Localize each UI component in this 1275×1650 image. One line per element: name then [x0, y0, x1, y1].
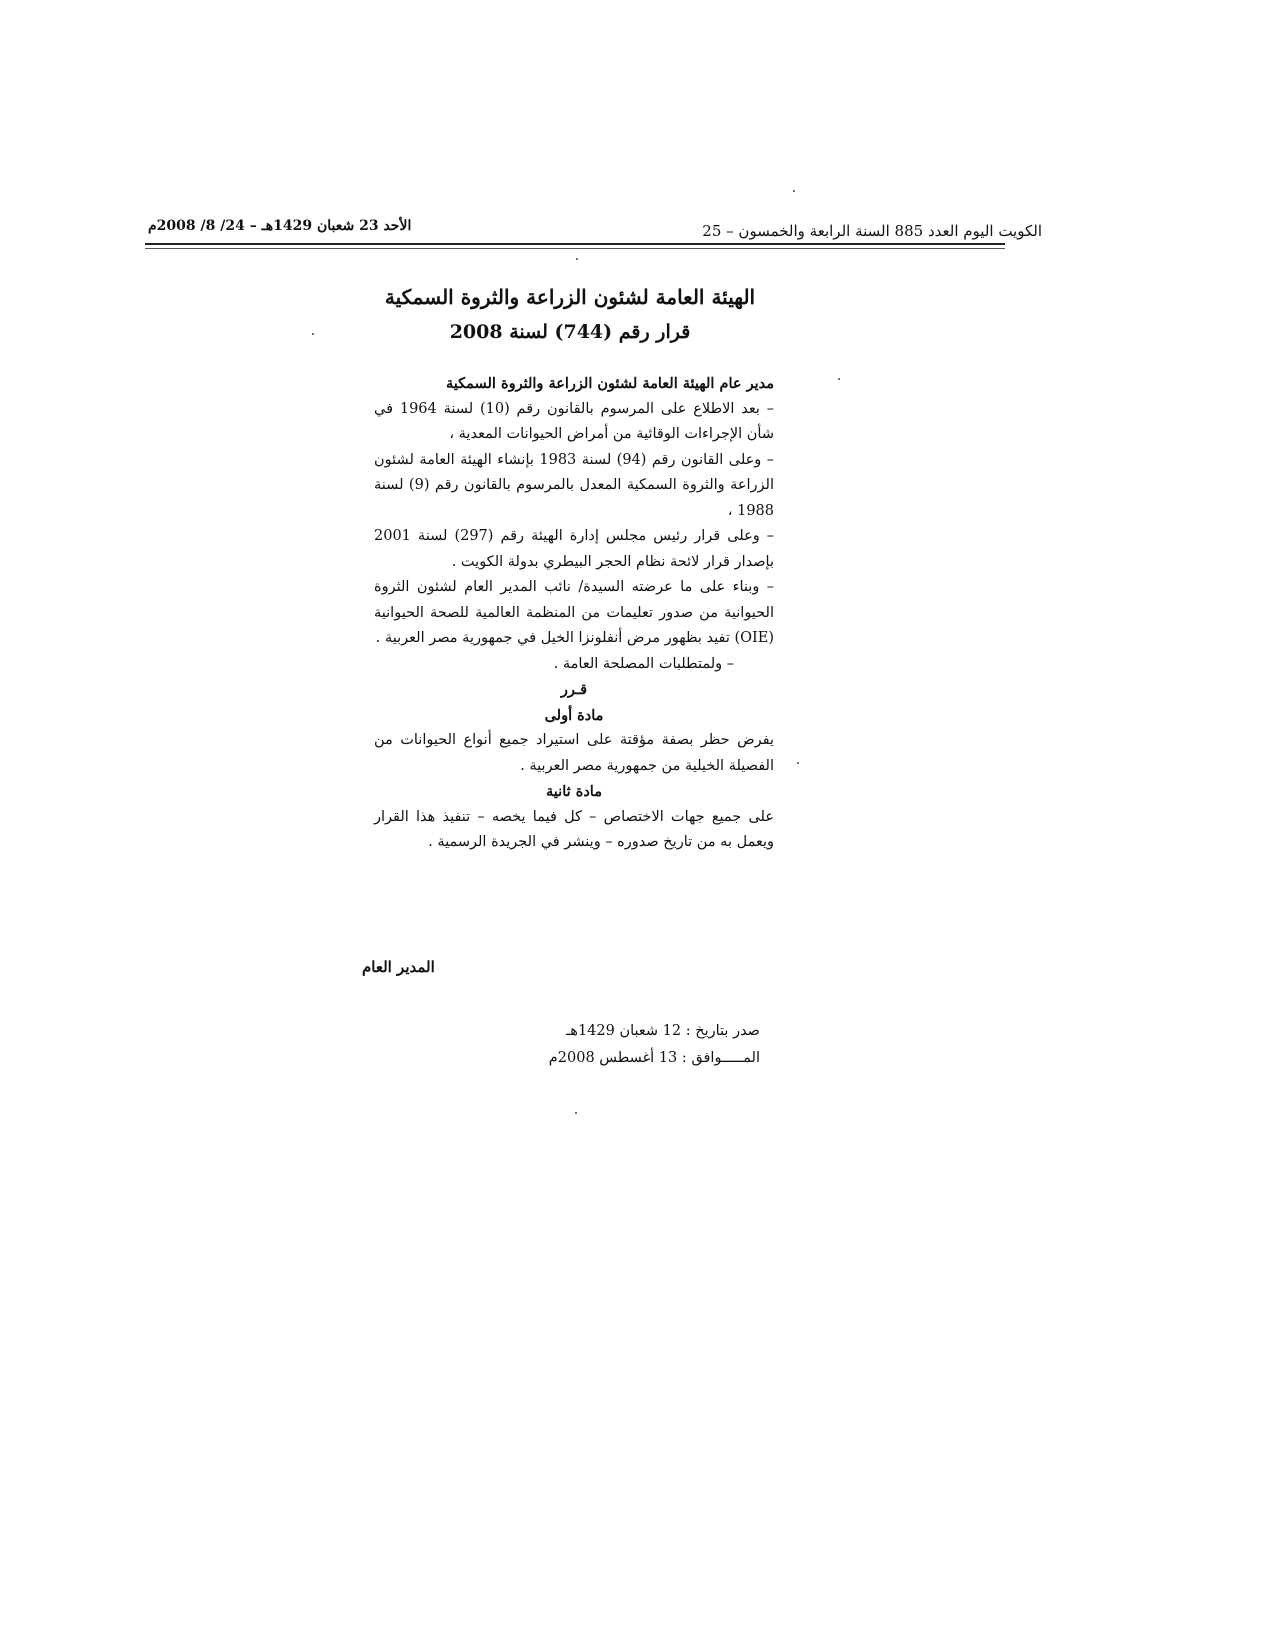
corresponding-date: المـــــوافق : 13 أغسطس 2008م: [548, 1050, 760, 1066]
preamble-paragraph-2: – وعلى القانون رقم (94) لسنة 1983 بإنشاء الهيئة العامة لشئون الزراعة والثروة السمكية المعدل بالمرسوم بالقانون رقم (9) لسنة 1988 ،: [374, 451, 774, 519]
header-date: الأحد 23 شعبان 1429هـ – 24/ 8/ 2008م: [148, 218, 412, 234]
preamble-paragraph-3: – وعلى قرار رئيس مجلس إدارة الهيئة رقم (297) لسنة 2001 بإصدار قرار لائحة نظام الحجر البيطري بدولة الكويت .: [374, 528, 774, 570]
dates-block: [530, 1018, 760, 1072]
scan-speck: [793, 190, 795, 192]
authority-title: الهيئة العامة لشئون الزراعة والثروة السمكية: [384, 285, 756, 309]
header-issue-info: الكويت اليوم العدد 885 السنة الرابعة والخمسون – 25: [702, 222, 1042, 240]
signature-title: المدير العام: [362, 958, 435, 976]
scan-speck: [576, 258, 578, 260]
preamble-paragraph-5: – ولمتطلبات المصلحة العامة .: [553, 655, 734, 672]
header-divider-thin: [145, 248, 1005, 249]
issuer-line: مدير عام الهيئة العامة لشئون الزراعة والثروة السمكية: [446, 375, 774, 392]
resolves-heading: قـرر: [560, 681, 588, 698]
decree-body: [374, 371, 774, 856]
article-2-heading: مادة ثانية: [546, 783, 602, 800]
scan-speck: [312, 333, 314, 335]
title-block: [360, 285, 780, 343]
scan-speck: [838, 378, 840, 380]
scan-speck: [797, 762, 799, 764]
decree-title: قرار رقم (744) لسنة 2008: [449, 321, 691, 343]
header-divider: [145, 243, 1005, 245]
scan-speck: [575, 1112, 577, 1114]
preamble-paragraph-4: – وبناء على ما عرضته السيدة/ نائب المدير العام لشئون الثروة الحيوانية من صدور تعليمات من المنظمة العالمية للصحة الحيوانية (OIE) تفيد بظهور مرض أنفلونزا الخيل في جمهورية مصر العربية .: [374, 579, 774, 646]
article-1-heading: مادة أولى: [544, 706, 604, 724]
article-2-text: على جميع جهات الاختصاص – كل فيما يخصه – تنفيذ هذا القرار ويعمل به من تاريخ صدوره – وينشر في الجريدة الرسمية .: [374, 808, 774, 850]
article-1-text: يفرض حظر بصفة مؤقتة على استيراد جميع أنواع الحيوانات من الفصيلة الخيلية من جمهورية مصر العربية .: [374, 732, 774, 774]
preamble-paragraph-1: – بعد الاطلاع على المرسوم بالقانون رقم (10) لسنة 1964 في شأن الإجراءات الوقائية من أمراض الحيوانات المعدية ،: [374, 400, 774, 442]
issued-date: صدر بتاريخ : 12 شعبان 1429هـ: [566, 1023, 760, 1039]
